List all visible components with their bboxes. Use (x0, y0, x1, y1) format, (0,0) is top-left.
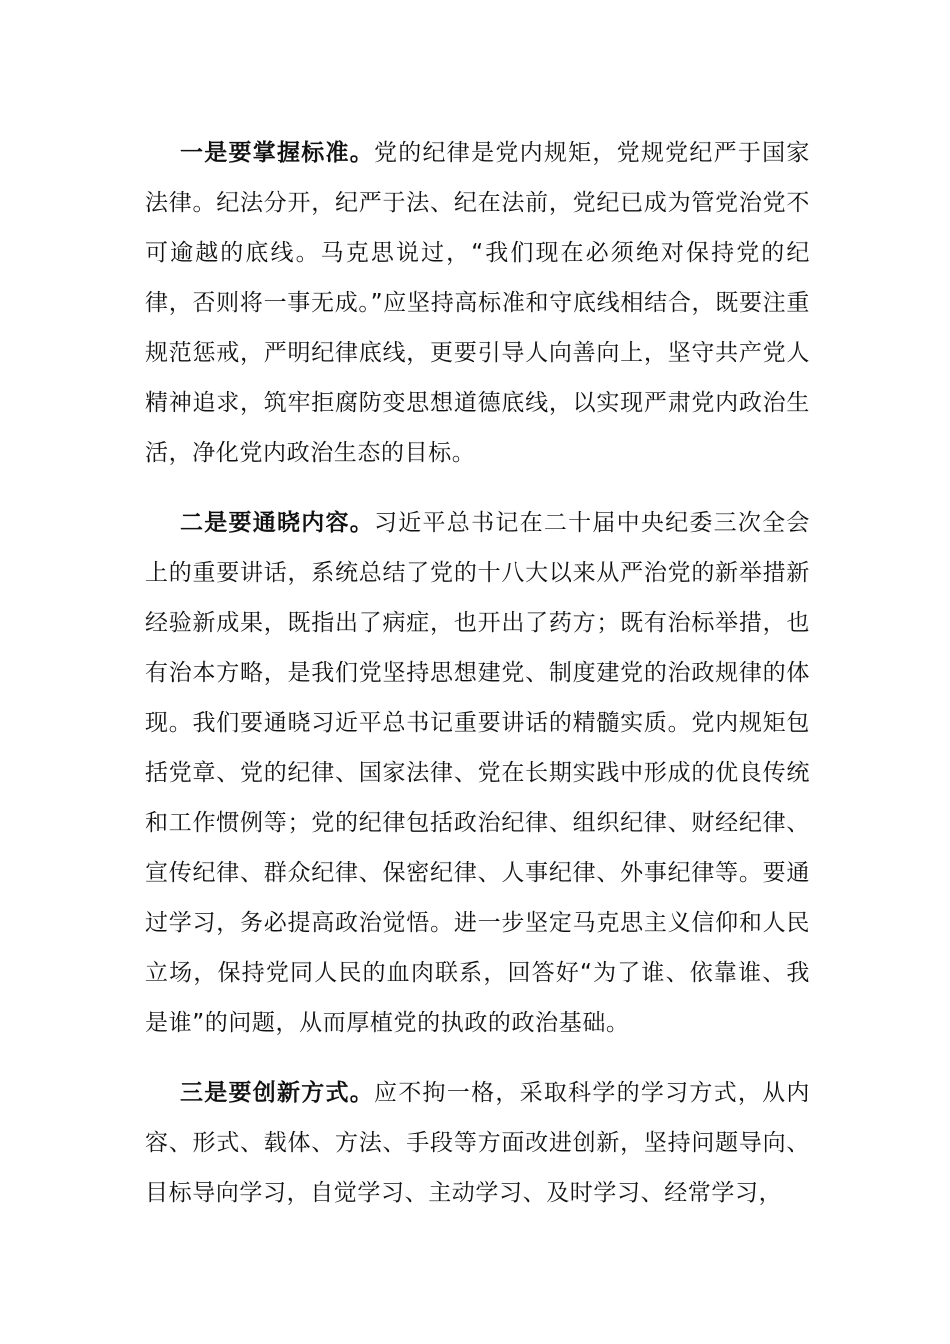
paragraph-lead: 三是要创新方式。 (180, 1080, 375, 1106)
paragraph-content (145, 498, 810, 1048)
paragraph-lead: 二是要通晓内容。 (180, 510, 375, 536)
paragraph-method (145, 1068, 810, 1218)
paragraph-lead: 一是要掌握标准。 (180, 140, 375, 166)
paragraph-body: 习近平总书记在二十届中央纪委三次全会上的重要讲话，系统总结了党的十八大以来从严治党的新举措新经验新成果，既指出了病症，也开出了药方；既有治标举措，也有治本方略，是我们党坚持思想建党、制度建党的治政规律的体现。我们要通晓习近平总书记重要讲话的精髓实质。党内规矩包括党章、党的纪律、国家法律、党在长期实践中形成的优良传统和工作惯例等；党的纪律包括政治纪律、组织纪律、财经纪律、宣传纪律、群众纪律、保密纪律、人事纪律、外事纪律等。要通过学习，务必提高政治觉悟。进一步坚定马克思主义信仰和人民立场，保持党同人民的血肉联系，回答好“为了谁、依靠谁、我是谁”的问题，从而厚植党的执政的政治基础。 (145, 510, 810, 1036)
document-page (145, 128, 810, 1218)
paragraph-body: 党的纪律是党内规矩，党规党纪严于国家法律。纪法分开，纪严于法、纪在法前，党纪已成为管党治党不可逾越的底线。马克思说过，“我们现在必须绝对保持党的纪律，否则将一事无成。”应坚持高标准和守底线相结合，既要注重规范惩戒，严明纪律底线，更要引导人向善向上，坚守共产党人精神追求，筑牢拒腐防变思想道德底线，以实现严肃党内政治生活，净化党内政治生态的目标。 (145, 140, 810, 466)
paragraph-body: 应不拘一格，采取科学的学习方式，从内容、形式、载体、方法、手段等方面改进创新，坚持问题导向、目标导向学习，自觉学习、主动学习、及时学习、经常学习， (145, 1080, 810, 1206)
paragraph-standard (145, 128, 810, 478)
